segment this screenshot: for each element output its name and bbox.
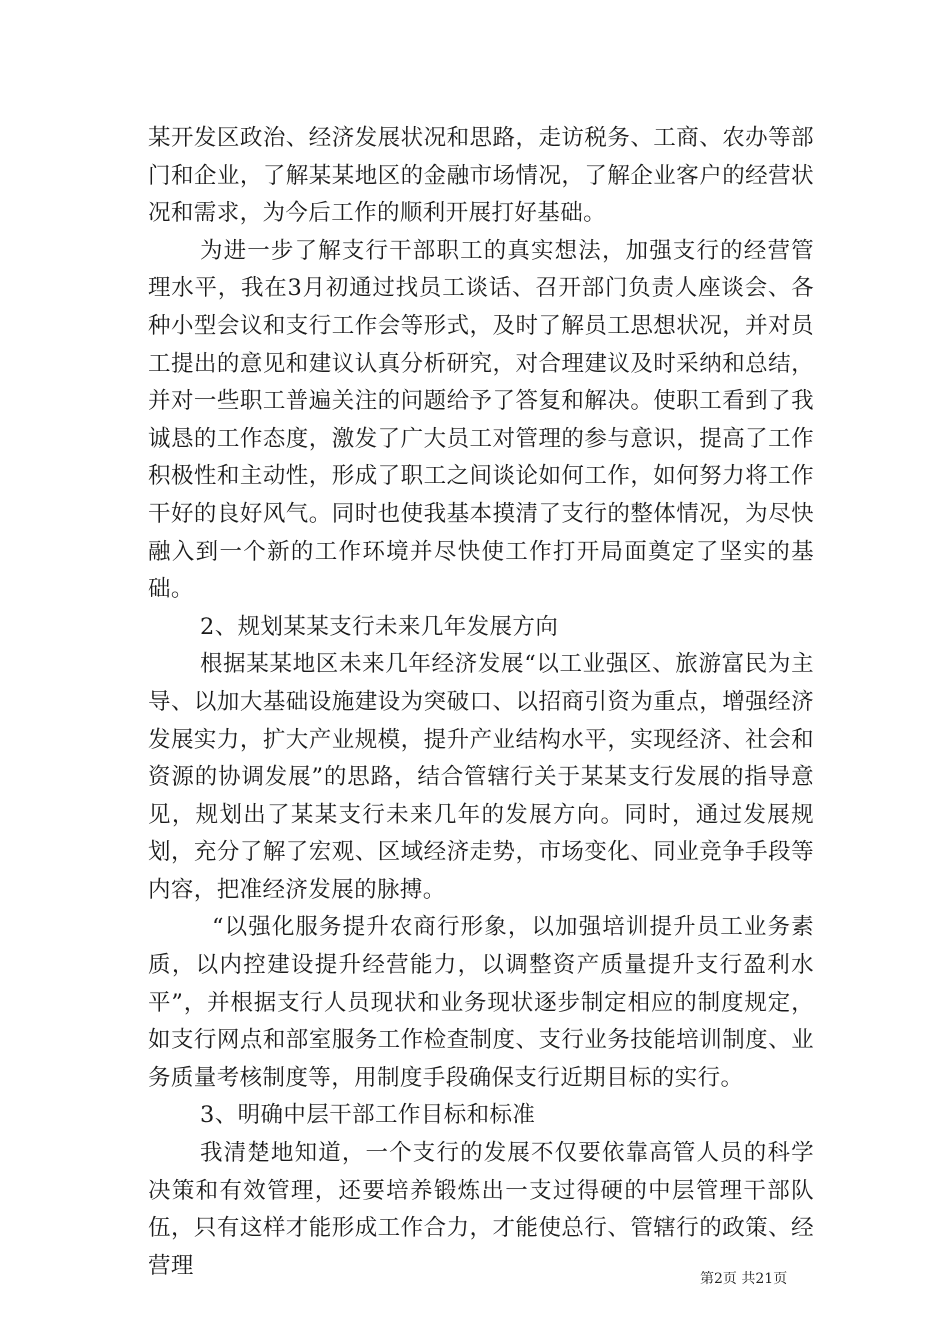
paragraph-1: 某开发区政治、经济发展状况和思路，走访税务、工商、农办等部门和企业，了解某某地区的金融市场情况，了解企业客户的经营状况和需求，为今后工作的顺利开展打好基础。: [148, 125, 814, 227]
footer-middle: 页 共: [722, 1271, 756, 1287]
page-number-footer: [700, 1270, 820, 1288]
footer-current-page: 2: [714, 1271, 723, 1287]
section-heading-2: 2、规划某某支行未来几年发展方向: [200, 613, 559, 640]
footer-prefix: 第: [700, 1271, 714, 1287]
paragraph-2: 为进一步了解支行干部职工的真实想法，加强支行的经营管理水平，我在3月初通过找员工谈话、召开部门负责人座谈会、各种小型会议和支行工作会等形式，及时了解员工思想状况，并对员工提出的意见和建议认真分析研究，对合理建议及时采纳和总结，并对一些职工普遍关注的问题给予了答复和解决。使职工看到了我诚恳的工作态度，激发了广大员工对管理的参与意识，提高了工作积极性和主动性，形成了职工之间谈论如何工作，如何努力将工作干好的良好风气。同时也使我基本摸清了支行的整体情况，为尽快融入到一个新的工作环境并尽快使工作打开局面奠定了坚实的基础。: [148, 237, 814, 603]
paragraph-4: “以强化服务提升农商行形象，以加强培训提升员工业务素质，以内控建设提升经营能力，以调整资产质量提升支行盈利水平”，并根据支行人员现状和业务现状逐步制定相应的制度规定，如支行网点和部室服务工作检查制度、支行业务技能培训制度、业务质量考核制度等，用制度手段确保支行近期目标的实行。: [148, 914, 814, 1091]
paragraph-3: 根据某某地区未来几年经济发展“以工业强区、旅游富民为主导、以加大基础设施建设为突破口、以招商引资为重点，增强经济发展实力，扩大产业规模，提升产业结构水平，实现经济、社会和资源的协调发展”的思路，结合管辖行关于某某支行发展的指导意见，规划出了某某支行未来几年的发展方向。同时，通过发展规划，充分了解了宏观、区域经济走势，市场变化、同业竞争手段等内容，把准经济发展的脉搏。: [148, 651, 814, 903]
document-body: [148, 120, 814, 1285]
footer-total-pages: 21: [755, 1271, 774, 1287]
footer-suffix: 页: [773, 1271, 788, 1287]
section-heading-3: 3、明确中层干部工作目标和标准: [200, 1102, 536, 1129]
paragraph-5: 我清楚地知道，一个支行的发展不仅要依靠高管人员的科学决策和有效管理，还要培养锻炼出一支过得硬的中层管理干部队伍，只有这样才能形成工作合力，才能使总行、管辖行的政策、经营理: [148, 1140, 814, 1279]
